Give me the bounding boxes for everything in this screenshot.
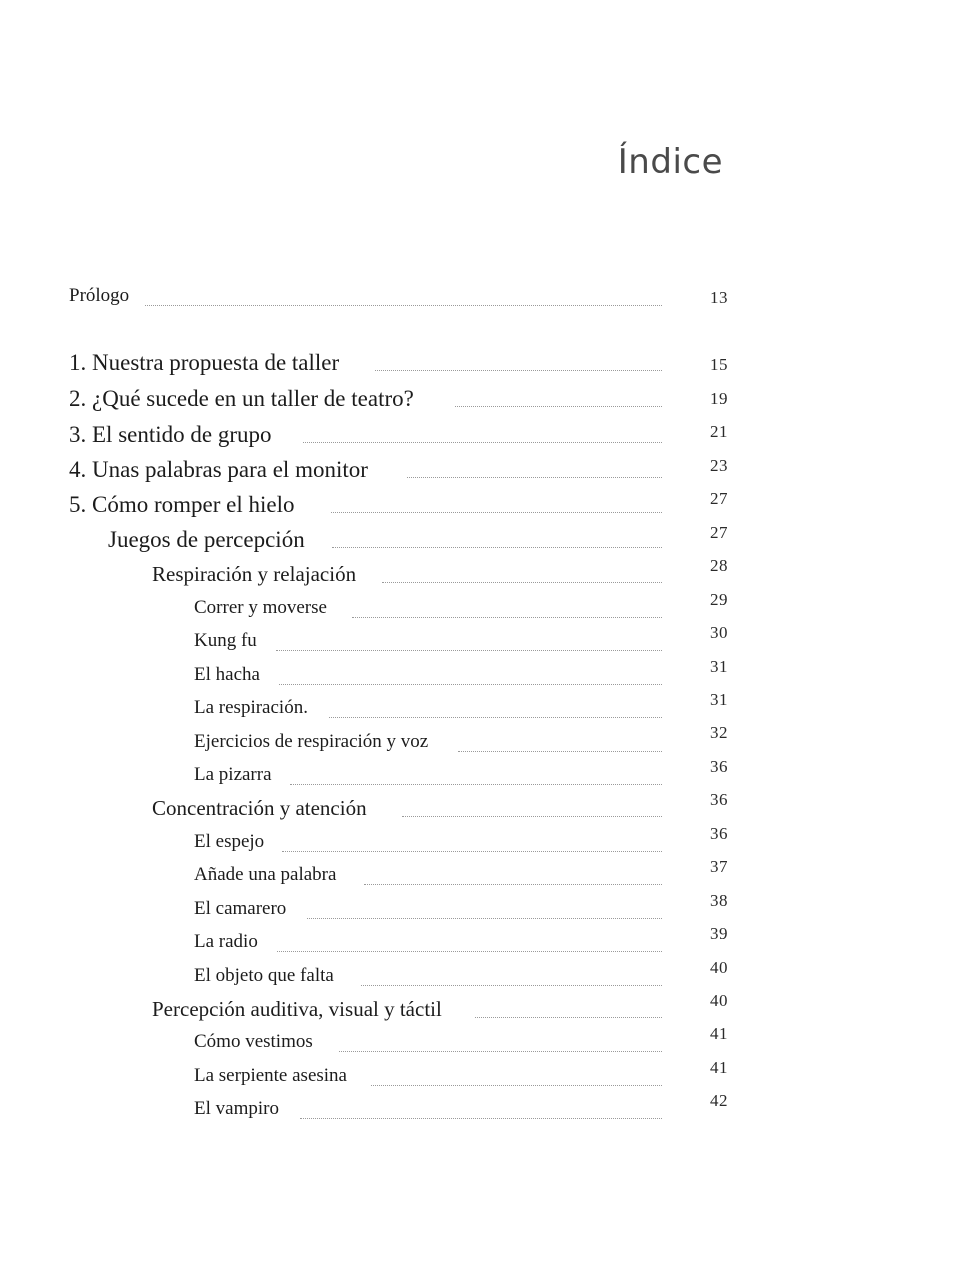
dot-leader <box>329 717 662 718</box>
toc-entry-label: Percepción auditiva, visual y táctil <box>152 997 442 1021</box>
dot-leader <box>339 1051 662 1052</box>
dot-leader <box>371 1085 662 1086</box>
dot-leader <box>279 684 662 685</box>
toc-entry-page-number: 27 <box>710 523 728 542</box>
page-title: Índice <box>617 142 723 182</box>
toc-entry-page-number: 36 <box>710 824 728 843</box>
toc-entry-label: El vampiro <box>194 1098 279 1119</box>
dot-leader <box>332 547 662 548</box>
toc-entry-label: El espejo <box>194 831 265 852</box>
toc-entry-page-number: 31 <box>710 690 728 709</box>
toc-entry-label: Correr y moverse <box>194 597 327 618</box>
dot-leader <box>282 851 662 852</box>
toc-entry-page-number: 13 <box>710 288 728 307</box>
toc-entry-page-number: 32 <box>710 723 728 742</box>
dot-leader <box>475 1017 662 1018</box>
toc-entry-page-number: 42 <box>710 1091 728 1110</box>
dot-leader <box>277 951 662 952</box>
toc-entry-label: 5. Cómo romper el hielo <box>69 492 295 517</box>
toc-entry-page-number: 36 <box>710 790 728 809</box>
toc-entry-label: 3. El sentido de grupo <box>69 422 272 447</box>
toc-entry-page-number: 27 <box>710 489 728 508</box>
dot-leader <box>455 406 662 407</box>
toc-entry-page-number: 15 <box>710 355 728 374</box>
toc-entry-page-number: 29 <box>710 590 728 609</box>
toc-entry-label: El hacha <box>194 664 260 685</box>
toc-entry-label: 2. ¿Qué sucede en un taller de teatro? <box>69 386 414 411</box>
toc-entry-page-number: 41 <box>710 1024 728 1043</box>
toc-entry-page-number: 39 <box>710 924 728 943</box>
dot-leader <box>382 582 662 583</box>
dot-leader <box>364 884 662 885</box>
dot-leader <box>361 985 662 986</box>
toc-entry-page-number: 21 <box>710 422 728 441</box>
toc-entry-label: Añade una palabra <box>194 864 337 885</box>
toc-entry-page-number: 23 <box>710 456 728 475</box>
toc-entry-label: Concentración y atención <box>152 796 367 820</box>
toc-entry-label: La radio <box>194 931 258 952</box>
dot-leader <box>303 442 662 443</box>
toc-entry-label: 4. Unas palabras para el monitor <box>69 457 368 482</box>
dot-leader <box>290 784 662 785</box>
toc-entry-label: La pizarra <box>194 764 272 785</box>
toc-entry-label: Kung fu <box>194 630 257 651</box>
dot-leader <box>375 370 662 371</box>
toc-entry-page-number: 38 <box>710 891 728 910</box>
toc-entry-label: 1. Nuestra propuesta de taller <box>69 350 340 375</box>
toc-entry-label: Ejercicios de respiración y voz <box>194 731 429 752</box>
dot-leader <box>407 477 662 478</box>
toc-entry-page-number: 40 <box>710 991 728 1010</box>
toc-entry-page-number: 41 <box>710 1058 728 1077</box>
dot-leader <box>331 512 662 513</box>
toc-entry-label: La serpiente asesina <box>194 1065 347 1086</box>
dot-leader <box>402 816 662 817</box>
toc-entry-label: Juegos de percepción <box>108 527 305 552</box>
toc-entry-page-number: 30 <box>710 623 728 642</box>
toc-entry-label: Cómo vestimos <box>194 1031 313 1052</box>
toc-entry-label: Prólogo <box>69 285 130 306</box>
toc-entry-page-number: 37 <box>710 857 728 876</box>
toc-entry-label: La respiración. <box>194 697 308 718</box>
toc-entry-page-number: 36 <box>710 757 728 776</box>
toc-entry-label: El objeto que falta <box>194 965 334 986</box>
toc-entry-page-number: 28 <box>710 556 728 575</box>
dot-leader <box>145 305 662 306</box>
toc-entry-page-number: 40 <box>710 958 728 977</box>
toc-entry-label: El camarero <box>194 898 287 919</box>
dot-leader <box>276 650 662 651</box>
dot-leader <box>300 1118 662 1119</box>
dot-leader <box>307 918 662 919</box>
dot-leader <box>352 617 662 618</box>
toc-entry-page-number: 19 <box>710 389 728 408</box>
toc-entry-page-number: 31 <box>710 657 728 676</box>
toc-entry-label: Respiración y relajación <box>152 562 357 586</box>
dot-leader <box>458 751 662 752</box>
